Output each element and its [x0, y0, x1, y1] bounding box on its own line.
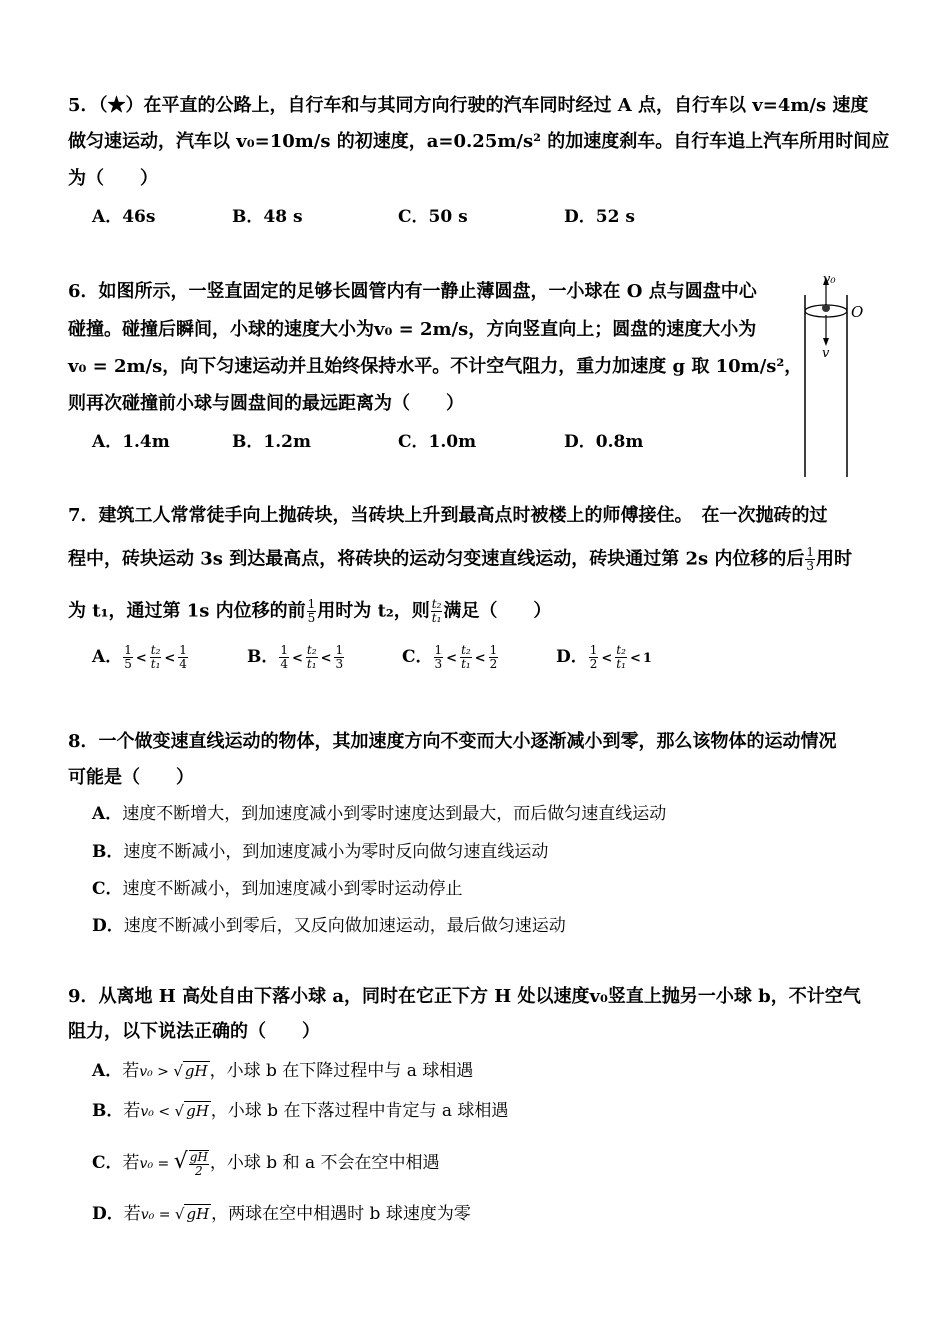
option-label: A． — [92, 647, 123, 667]
q8-option-d[interactable] — [92, 914, 566, 938]
q7-line-3-mid: 用时为 t₂，则 — [317, 600, 430, 622]
frac-den: 5 — [124, 657, 132, 671]
frac-num: 1 — [806, 545, 815, 559]
option-label: D． — [92, 1204, 124, 1224]
frac-num: 1 — [335, 643, 344, 657]
inequality-left — [123, 644, 133, 671]
inequality-ratio — [306, 644, 318, 671]
option-text: 速度不断减小，到加速度减小为零时反向做匀速直线运动 — [123, 842, 549, 862]
sqrt-gh-half: √ — [173, 1149, 188, 1174]
label-v0: v₀ — [823, 272, 836, 287]
sqrt-radicand: gH — [186, 1102, 209, 1120]
frac-den: 5 — [307, 611, 316, 625]
option-label: B． — [247, 647, 279, 667]
frac-den: t₁ — [616, 657, 626, 671]
frac-num: t₂ — [461, 643, 471, 657]
less-than-sign: < — [292, 651, 303, 666]
arrow-down-icon — [823, 338, 829, 346]
inequality-ratio — [615, 644, 627, 671]
q9-option-b[interactable] — [92, 1099, 508, 1124]
q6-option-d[interactable]: D．0.8m — [564, 432, 644, 452]
frac-den: t₁ — [150, 657, 161, 671]
inequality-left — [589, 644, 599, 671]
inequality-left — [279, 644, 289, 671]
frac-den: 3 — [806, 559, 815, 573]
q7-frac-one-fifth — [307, 598, 317, 625]
q6-line-3: v₀ = 2m/s，向下匀速运动并且始终保持水平。不计空气阻力，重力加速度 g 取 10m/s²， — [68, 356, 803, 377]
q9-option-c[interactable] — [92, 1146, 440, 1180]
option-label: A． — [92, 1061, 123, 1081]
inequality-ratio — [460, 644, 472, 671]
q7-line-2-end: 用时 — [816, 548, 853, 570]
q6-line-2: 碰撞。碰撞后瞬间，小球的速度大小为v₀ = 2m/s，方向竖直向上；圆盘的速度大小为 — [68, 319, 757, 340]
less-than-sign: < — [164, 651, 176, 666]
less-than-sign: < — [601, 651, 613, 666]
q5-line-3: 为（ ） — [68, 168, 158, 189]
frac-num: t₂ — [616, 643, 626, 657]
option-pre: 若 — [123, 1101, 141, 1121]
ball-circle — [822, 304, 830, 312]
q6-option-b[interactable]: B．1.2m — [232, 432, 311, 452]
sqrt-gh: √ gH — [174, 1102, 209, 1120]
q9-line-2: 阻力，以下说法正确的（ ） — [68, 1021, 320, 1042]
frac-den: 4 — [280, 657, 289, 671]
frac-num: 1 — [280, 643, 289, 657]
q9-option-a[interactable] — [92, 1059, 473, 1084]
option-text: 速度不断增大，到加速度减小到零时速度达到最大，而后做匀速直线运动 — [122, 804, 667, 824]
label-v: v — [822, 346, 830, 361]
q7-line-1: 7．建筑工人常常徒手向上抛砖块，当砖块上升到最高点时被楼上的师傅接住。 在一次抛砖的过 — [68, 505, 828, 526]
option-text: ，小球 b 在下落过程中肯定与 a 球相遇 — [210, 1101, 509, 1121]
option-cond: v₀ < — [140, 1104, 175, 1120]
q6-line-1: 6．如图所示，一竖直固定的足够长圆管内有一静止薄圆盘，一小球在 O 点与圆盘中心 — [68, 281, 757, 302]
option-cond: v₀ = — [140, 1207, 175, 1223]
q5-option-a[interactable]: A．46s — [92, 207, 156, 227]
option-label: B． — [92, 1101, 124, 1121]
sqrt-radicand: gH — [186, 1205, 210, 1223]
q8-option-b[interactable] — [92, 840, 548, 864]
option-pre: 若 — [122, 1061, 140, 1081]
frac-den: 4 — [179, 657, 187, 671]
option-text: 速度不断减小，到加速度减小到零时运动停止 — [122, 879, 463, 899]
frac-den: t₁ — [461, 657, 471, 671]
frac-num: t₂ — [150, 643, 161, 657]
inequality-right — [489, 644, 499, 671]
option-label: C． — [92, 1153, 123, 1173]
q7-frac-one-third — [805, 546, 815, 573]
q8-option-a[interactable] — [92, 802, 666, 826]
q7-option-b[interactable] — [247, 640, 345, 676]
option-text: ，小球 b 和 a 不会在空中相遇 — [209, 1153, 440, 1173]
inequality-ratio — [150, 644, 162, 671]
option-label: A． — [92, 804, 123, 824]
option-cond: v₀ = — [139, 1156, 174, 1172]
frac-den: 2 — [489, 657, 498, 671]
q6-option-a[interactable]: A．1.4m — [92, 432, 170, 452]
option-pre: 若 — [123, 1204, 141, 1224]
q6-option-c[interactable]: C．1.0m — [398, 432, 477, 452]
frac-num: 1 — [434, 643, 443, 657]
frac-den: 3 — [434, 657, 443, 671]
frac-num: gH — [189, 1149, 208, 1164]
label-o: O — [851, 303, 864, 321]
q7-line-3-end: 满足（ ） — [443, 600, 552, 622]
option-pre: 若 — [122, 1153, 140, 1173]
frac-num: 1 — [179, 643, 187, 657]
q9-option-d[interactable] — [92, 1202, 471, 1227]
option-text: 速度不断减小到零后，又反向做加速运动，最后做匀速运动 — [123, 916, 566, 936]
q7-line-3-text: 为 t₁，通过第 1s 内位移的前 — [68, 600, 306, 622]
sqrt-gh: √ gH — [174, 1205, 210, 1223]
option-label: C． — [402, 647, 433, 667]
frac-num: 1 — [307, 597, 316, 611]
q6-tube-figure — [795, 265, 875, 480]
q7-ratio — [431, 598, 443, 625]
less-than-sign: < — [446, 651, 458, 666]
option-label: B． — [92, 842, 124, 862]
ratio-den: t₁ — [431, 611, 442, 625]
option-label: C． — [92, 879, 123, 899]
frac-num: t₂ — [306, 643, 317, 657]
sqrt-radicand: gH — [184, 1062, 208, 1080]
sqrt-gh: √ gH — [173, 1062, 208, 1080]
q7-line-3 — [68, 598, 551, 625]
inequality-right: 1 — [642, 651, 652, 666]
q8-line-1: 8．一个做变速直线运动的物体，其加速度方向不变而大小逐渐减小到零，那么该物体的运动情况 — [68, 731, 837, 752]
less-than-sign: < — [629, 651, 641, 666]
inequality-left — [434, 644, 444, 671]
q7-option-a[interactable] — [92, 640, 189, 676]
q8-option-c[interactable] — [92, 877, 463, 901]
option-label: D． — [556, 647, 588, 667]
q9-line-1: 9．从离地 H 高处自由下落小球 a，同时在它正下方 H 处以速度v₀竖直上抛另一小球 b，不计空气 — [68, 986, 861, 1007]
q5-option-b[interactable]: B．48 s — [232, 207, 303, 227]
q5-option-c[interactable]: C．50 s — [398, 207, 468, 227]
frac-den: 2 — [194, 1163, 203, 1178]
option-label: D． — [92, 916, 124, 936]
inequality-right — [334, 644, 344, 671]
frac-num: 1 — [124, 643, 132, 657]
q5-option-d[interactable]: D．52 s — [564, 207, 635, 227]
q8-line-2: 可能是（ ） — [68, 767, 194, 788]
q5-line-1: 5．（★）在平直的公路上，自行车和与其同方向行驶的汽车同时经过 A 点，自行车以 v=4m/s 速度 — [68, 95, 869, 116]
option-text: ，两球在空中相遇时 b 球速度为零 — [211, 1204, 471, 1224]
q7-line-2 — [68, 546, 852, 573]
sqrt-fraction — [189, 1150, 209, 1178]
frac-num: 1 — [589, 643, 598, 657]
frac-den: t₁ — [306, 657, 317, 671]
q5-line-2: 做匀速运动，汽车以 v₀=10m/s 的初速度，a=0.25m/s² 的加速度刹车。自行车追上汽车所用时间应 — [68, 131, 890, 152]
less-than-sign: < — [474, 651, 486, 666]
less-than-sign: < — [135, 651, 147, 666]
ratio-num: t₂ — [431, 597, 442, 611]
less-than-sign: < — [320, 651, 332, 666]
option-text: ，小球 b 在下降过程中与 a 球相遇 — [209, 1061, 474, 1081]
inequality-right — [178, 644, 188, 671]
q7-line-2-text: 程中，砖块运动 3s 到达最高点，将砖块的运动匀变速直线运动，砖块通过第 2s 内位移的后 — [68, 548, 805, 570]
q6-line-4: 则再次碰撞前小球与圆盘间的最远距离为（ ） — [68, 393, 464, 414]
option-cond: v₀ > — [139, 1064, 174, 1080]
frac-num: 1 — [489, 643, 498, 657]
frac-den: 3 — [335, 657, 344, 671]
q7-option-c[interactable] — [402, 640, 499, 676]
q7-option-d[interactable] — [556, 640, 652, 676]
frac-den: 2 — [589, 657, 598, 671]
